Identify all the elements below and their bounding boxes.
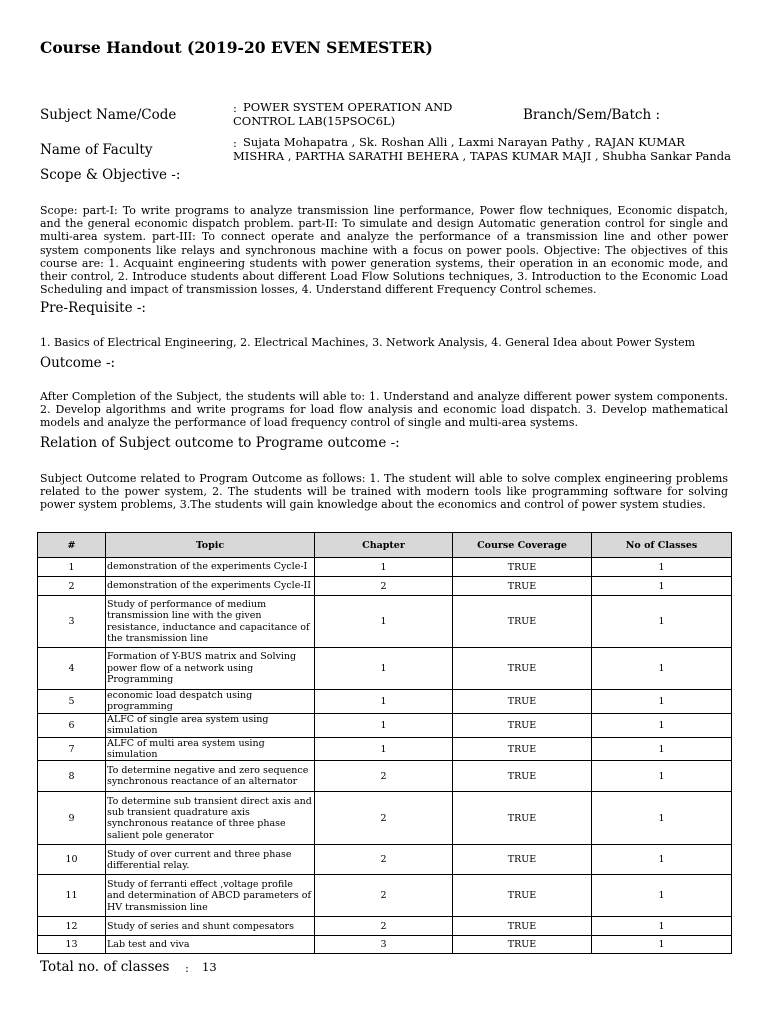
row-chapter: 2	[315, 577, 453, 596]
row-num: 5	[38, 690, 106, 714]
row-coverage: TRUE	[453, 875, 592, 917]
row-chapter: 1	[315, 690, 453, 714]
faculty-label: Name of Faculty	[40, 142, 153, 158]
faculty-value: Sujata Mohapatra , Sk. Roshan Alli , Laxmi Narayan Pathy , RAJAN KUMAR MISHRA , PARTHA SARATHI BEHERA , TAPAS KUMAR MAJI , Shubha Sankar Panda	[233, 135, 731, 163]
row-coverage: TRUE	[453, 936, 592, 954]
table-row	[38, 737, 732, 761]
subject-label: Subject Name/Code	[40, 107, 177, 123]
row-coverage: TRUE	[453, 761, 592, 792]
row-classes: 1	[592, 792, 732, 845]
row-classes: 1	[592, 648, 732, 690]
row-chapter: 2	[315, 761, 453, 792]
subject-value: POWER SYSTEM OPERATION AND CONTROL LAB(15PSOC6L)	[233, 100, 453, 128]
row-chapter: 3	[315, 936, 453, 954]
row-chapter: 2	[315, 845, 453, 875]
row-num: 1	[38, 558, 106, 577]
outcome-text: After Completion of the Subject, the students will able to: 1. Understand and analyze different power system components. 2. Develop algorithms and write programs for load flow analysis and economic load dispatch. 3. Develop mathematical models and analyze the performance of load frequency control of single and multi-area systems.	[40, 390, 728, 430]
row-coverage: TRUE	[453, 917, 592, 936]
row-num: 12	[38, 917, 106, 936]
relation-heading: Relation of Subject outcome to Programe outcome -:	[40, 435, 400, 451]
row-classes: 1	[592, 875, 732, 917]
col-header-num: #	[38, 533, 106, 558]
row-topic: To determine sub transient direct axis and sub transient quadrature axis synchronous reatance of three phase salient pole generator	[106, 792, 315, 845]
row-chapter: 1	[315, 596, 453, 648]
row-topic: Formation of Y-BUS matrix and Solving power flow of a network using Programming	[106, 648, 315, 690]
row-classes: 1	[592, 917, 732, 936]
row-topic: ALFC of single area system using simulation	[106, 713, 315, 737]
row-num: 7	[38, 737, 106, 761]
row-num: 4	[38, 648, 106, 690]
row-coverage: TRUE	[453, 577, 592, 596]
row-topic: Study of performance of medium transmission line with the given resistance, inductance and capacitance of the transmission line	[106, 596, 315, 648]
row-coverage: TRUE	[453, 845, 592, 875]
subject-colon: :	[233, 101, 237, 115]
topics-table	[37, 532, 732, 954]
row-topic: economic load despatch using programming	[106, 690, 315, 714]
row-topic: demonstration of the experiments Cycle-I	[106, 558, 315, 577]
col-header-coverage: Course Coverage	[453, 533, 592, 558]
table-row	[38, 690, 732, 714]
table-row	[38, 577, 732, 596]
scope-text: Scope: part-I: To write programs to analyze transmission line performance, Power flow techniques, Economic dispatch, and the general economic dispatch problem. part-II: To simulate and design Automatic generation control for single and multi-area system. part-III: To connect operate and analyze the performance of a transmission line and other power system components like relays and synchronous machine with a focus on power pools. Objective: The objectives of this course are: 1. Acquaint engineering students with power generation systems, their operation in an economic mode, and their control, 2. Introduce students about different Load Flow Solutions techniques, 3. Introduction to the Economic Load Scheduling and impact of transmission losses, 4. Understand different Frequency Control schemes.	[40, 204, 728, 297]
row-num: 13	[38, 936, 106, 954]
row-chapter: 2	[315, 875, 453, 917]
branch-label: Branch/Sem/Batch :	[523, 107, 660, 123]
row-topic: demonstration of the experiments Cycle-II	[106, 577, 315, 596]
row-topic: Study of ferranti effect ,voltage profile and determination of ABCD parameters of HV transmission line	[106, 875, 315, 917]
row-coverage: TRUE	[453, 792, 592, 845]
row-classes: 1	[592, 690, 732, 714]
row-coverage: TRUE	[453, 596, 592, 648]
row-chapter: 1	[315, 558, 453, 577]
prerequisite-heading: Pre-Requisite -:	[40, 300, 146, 316]
row-chapter: 2	[315, 792, 453, 845]
row-topic: Study of series and shunt compesators	[106, 917, 315, 936]
relation-text: Subject Outcome related to Program Outcome as follows: 1. The student will able to solve complex engineering problems related to the power system, 2. The students will be trained with modern tools like programming software for solving power system problems, 3.The students will gain knowledge about the economics and control of power system studies.	[40, 472, 728, 512]
row-num: 3	[38, 596, 106, 648]
total-value: 13	[202, 960, 217, 974]
table-row	[38, 792, 732, 845]
table-header-row	[38, 533, 732, 558]
row-topic: Lab test and viva	[106, 936, 315, 954]
row-classes: 1	[592, 577, 732, 596]
row-classes: 1	[592, 845, 732, 875]
faculty-colon: :	[233, 136, 237, 150]
row-classes: 1	[592, 936, 732, 954]
table-row	[38, 761, 732, 792]
table-row	[38, 875, 732, 917]
table-row	[38, 558, 732, 577]
col-header-classes: No of Classes	[592, 533, 732, 558]
total-colon: :	[185, 961, 189, 975]
row-chapter: 1	[315, 713, 453, 737]
row-num: 11	[38, 875, 106, 917]
row-topic: To determine negative and zero sequence synchronous reactance of an alternator	[106, 761, 315, 792]
row-num: 10	[38, 845, 106, 875]
row-chapter: 1	[315, 737, 453, 761]
table-row	[38, 713, 732, 737]
row-classes: 1	[592, 596, 732, 648]
row-classes: 1	[592, 737, 732, 761]
col-header-chapter: Chapter	[315, 533, 453, 558]
row-num: 8	[38, 761, 106, 792]
row-coverage: TRUE	[453, 737, 592, 761]
row-classes: 1	[592, 713, 732, 737]
table-row	[38, 917, 732, 936]
row-coverage: TRUE	[453, 713, 592, 737]
row-chapter: 2	[315, 917, 453, 936]
table-row	[38, 936, 732, 954]
row-num: 9	[38, 792, 106, 845]
outcome-heading: Outcome -:	[40, 355, 116, 371]
row-coverage: TRUE	[453, 648, 592, 690]
row-coverage: TRUE	[453, 690, 592, 714]
row-chapter: 1	[315, 648, 453, 690]
row-topic: ALFC of multi area system using simulation	[106, 737, 315, 761]
page-title: Course Handout (2019-20 EVEN SEMESTER)	[40, 38, 433, 57]
table-row	[38, 648, 732, 690]
total-label: Total no. of classes	[40, 959, 170, 975]
row-topic: Study of over current and three phase differential relay.	[106, 845, 315, 875]
col-header-topic: Topic	[106, 533, 315, 558]
row-num: 2	[38, 577, 106, 596]
prerequisite-text: 1. Basics of Electrical Engineering, 2. Electrical Machines, 3. Network Analysis, 4. General Idea about Power System	[40, 336, 696, 349]
row-classes: 1	[592, 558, 732, 577]
row-classes: 1	[592, 761, 732, 792]
table-row	[38, 596, 732, 648]
row-num: 6	[38, 713, 106, 737]
table-row	[38, 845, 732, 875]
row-coverage: TRUE	[453, 558, 592, 577]
scope-heading: Scope & Objective -:	[40, 167, 181, 183]
